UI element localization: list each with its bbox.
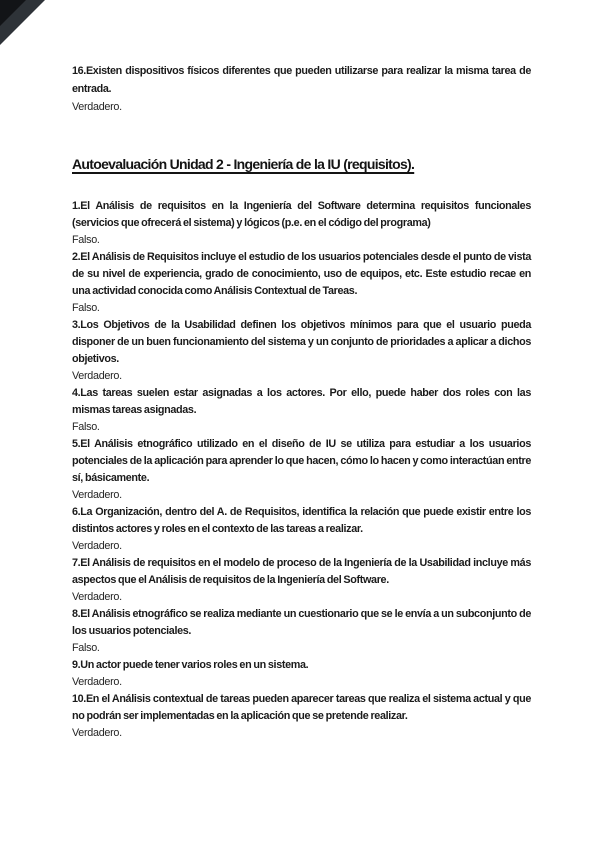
- question-text: 2.El Análisis de Requisitos incluye el estudio de los usuarios potenciales desde el punto de vista de su nivel de experiencia, grado de conocimiento, uso de equipos, etc. Este estudio recae en una actividad conocida como Análisis Contextual de Tareas.: [72, 251, 531, 297]
- question-text: 9.Un actor puede tener varios roles en un sistema.: [72, 659, 309, 671]
- question-text: 10.En el Análisis contextual de tareas pueden aparecer tareas que realiza el sistema actual y que no podrán ser implementadas en la aplicación que se pretende realizar.: [72, 693, 531, 722]
- question-text: 7.El Análisis de requisitos en el modelo de proceso de la Ingeniería de la Usabilidad incluye más aspectos que el Análisis de requisitos de la Ingeniería del Software.: [72, 557, 531, 586]
- answer-text: Falso.: [72, 234, 100, 246]
- previous-section-tail: [72, 0, 531, 116]
- page-fold-corner-inner-icon: [0, 0, 26, 26]
- question-text: 1.El Análisis de requisitos en la Ingeniería del Software determina requisitos funcionales (servicios que ofrecerá el sistema) y lógicos (p.e. en el código del programa): [72, 200, 531, 229]
- question-text: 6.La Organización, dentro del A. de Requisitos, identifica la relación que puede existir entre los distintos actores y roles en el contexto de las tareas a realizar.: [72, 506, 531, 535]
- questions-list: [72, 198, 531, 742]
- answer-text: Falso.: [72, 421, 100, 433]
- question-text: 16.Existen dispositivos físicos diferentes que pueden utilizarse para realizar la misma tarea de entrada.: [72, 65, 531, 95]
- answer-text: Verdadero.: [72, 540, 122, 552]
- question-text: 5.El Análisis etnográfico utilizado en el diseño de IU se utiliza para estudiar a los usuarios potenciales de la aplicación para aprender lo que hacen, cómo lo hacen y como interactúan entre sí, básicamente.: [72, 438, 531, 484]
- answer-text: Verdadero.: [72, 370, 122, 382]
- answer-text: Falso.: [72, 642, 100, 654]
- answer-text: Verdadero.: [72, 101, 122, 113]
- question-text: 8.El Análisis etnográfico se realiza mediante un cuestionario que se le envía a un subconjunto de los usuarios potenciales.: [72, 608, 531, 637]
- answer-text: Falso.: [72, 302, 100, 314]
- document-content: [72, 0, 531, 742]
- question-text: 3.Los Objetivos de la Usabilidad definen los objetivos mínimos para que el usuario pueda disponer de un buen funcionamiento del sistema y un conjunto de prioridades a aplicar a dichos objetivos.: [72, 319, 531, 365]
- answer-text: Verdadero.: [72, 591, 122, 603]
- answer-text: Verdadero.: [72, 727, 122, 739]
- section-heading: Autoevaluación Unidad 2 - Ingeniería de la IU (requisitos).: [72, 156, 415, 172]
- answer-text: Verdadero.: [72, 676, 122, 688]
- question-text: 4.Las tareas suelen estar asignadas a los actores. Por ello, puede haber dos roles con las mismas tareas asignadas.: [72, 387, 531, 416]
- answer-text: Verdadero.: [72, 489, 122, 501]
